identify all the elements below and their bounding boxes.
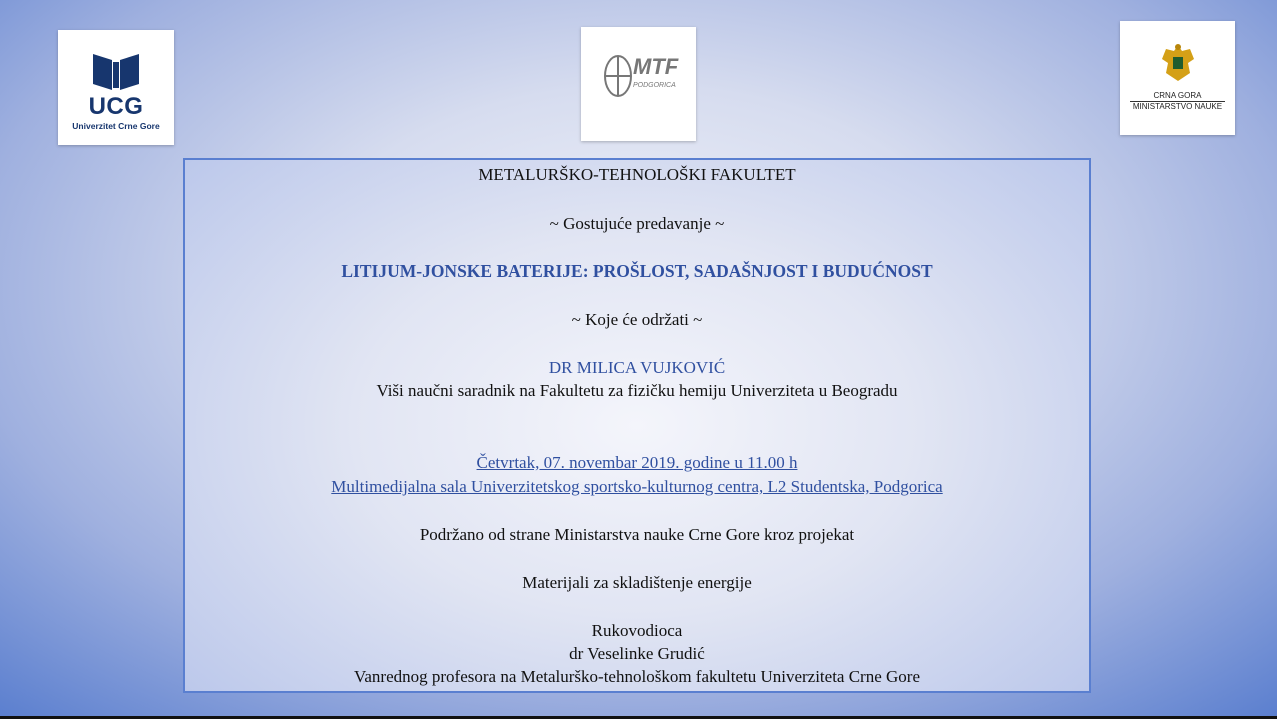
ucg-logo <box>58 30 174 145</box>
cg-country: CRNA GORA <box>1153 91 1202 100</box>
ucg-name: Univerzitet Crne Gore <box>72 121 160 131</box>
mtf-abbr: MTF <box>633 54 679 79</box>
crna-gora-logo <box>1120 21 1235 135</box>
coat-of-arms-icon <box>1160 41 1196 85</box>
leader-label: Rukovodioca <box>591 621 683 640</box>
speaker-name: DR MILICA VUJKOVIĆ <box>548 358 726 377</box>
speaker-position: Viši naučni saradnik na Fakultetu za fizičku hemiju Univerziteta u Beogradu <box>376 381 898 400</box>
mtf-city: PODGORICA <box>633 82 676 89</box>
held-by-label: ~ Koje će održati ~ <box>571 310 703 329</box>
event-type: ~ Gostujuće predavanje ~ <box>549 214 725 233</box>
leader-position: Vanrednog profesora na Metalurško-tehnološkom fakultetu Univerziteta Crne Gore <box>353 667 920 686</box>
lecture-title: LITIJUM-JONSKE BATERIJE: PROŠLOST, SADAŠNJOST I BUDUĆNOST <box>341 261 933 281</box>
leader-name: dr Veselinke Grudić <box>569 644 705 663</box>
date-time-link[interactable]: Četvrtak, 07. novembar 2019. godine u 11.00 h <box>476 453 798 472</box>
ucg-abbr: UCG <box>88 93 144 120</box>
invitation-box <box>183 158 1091 693</box>
faculty-name: METALURŠKO-TEHNOLOŠKI FAKULTET <box>478 165 796 184</box>
venue-link[interactable]: Multimedijalna sala Univerzitetskog sportsko-kulturnog centra, L2 Studentska, Podgorica <box>331 477 943 496</box>
project-name: Materijali za skladištenje energije <box>522 573 752 592</box>
mtf-logo <box>581 27 696 141</box>
book-icon <box>91 50 141 92</box>
support-text: Podržano od strane Ministarstva nauke Crne Gore kroz projekat <box>419 525 855 544</box>
mtf-emblem-icon <box>603 53 633 99</box>
cg-ministry: MINISTARSTVO NAUKE <box>1132 102 1223 111</box>
